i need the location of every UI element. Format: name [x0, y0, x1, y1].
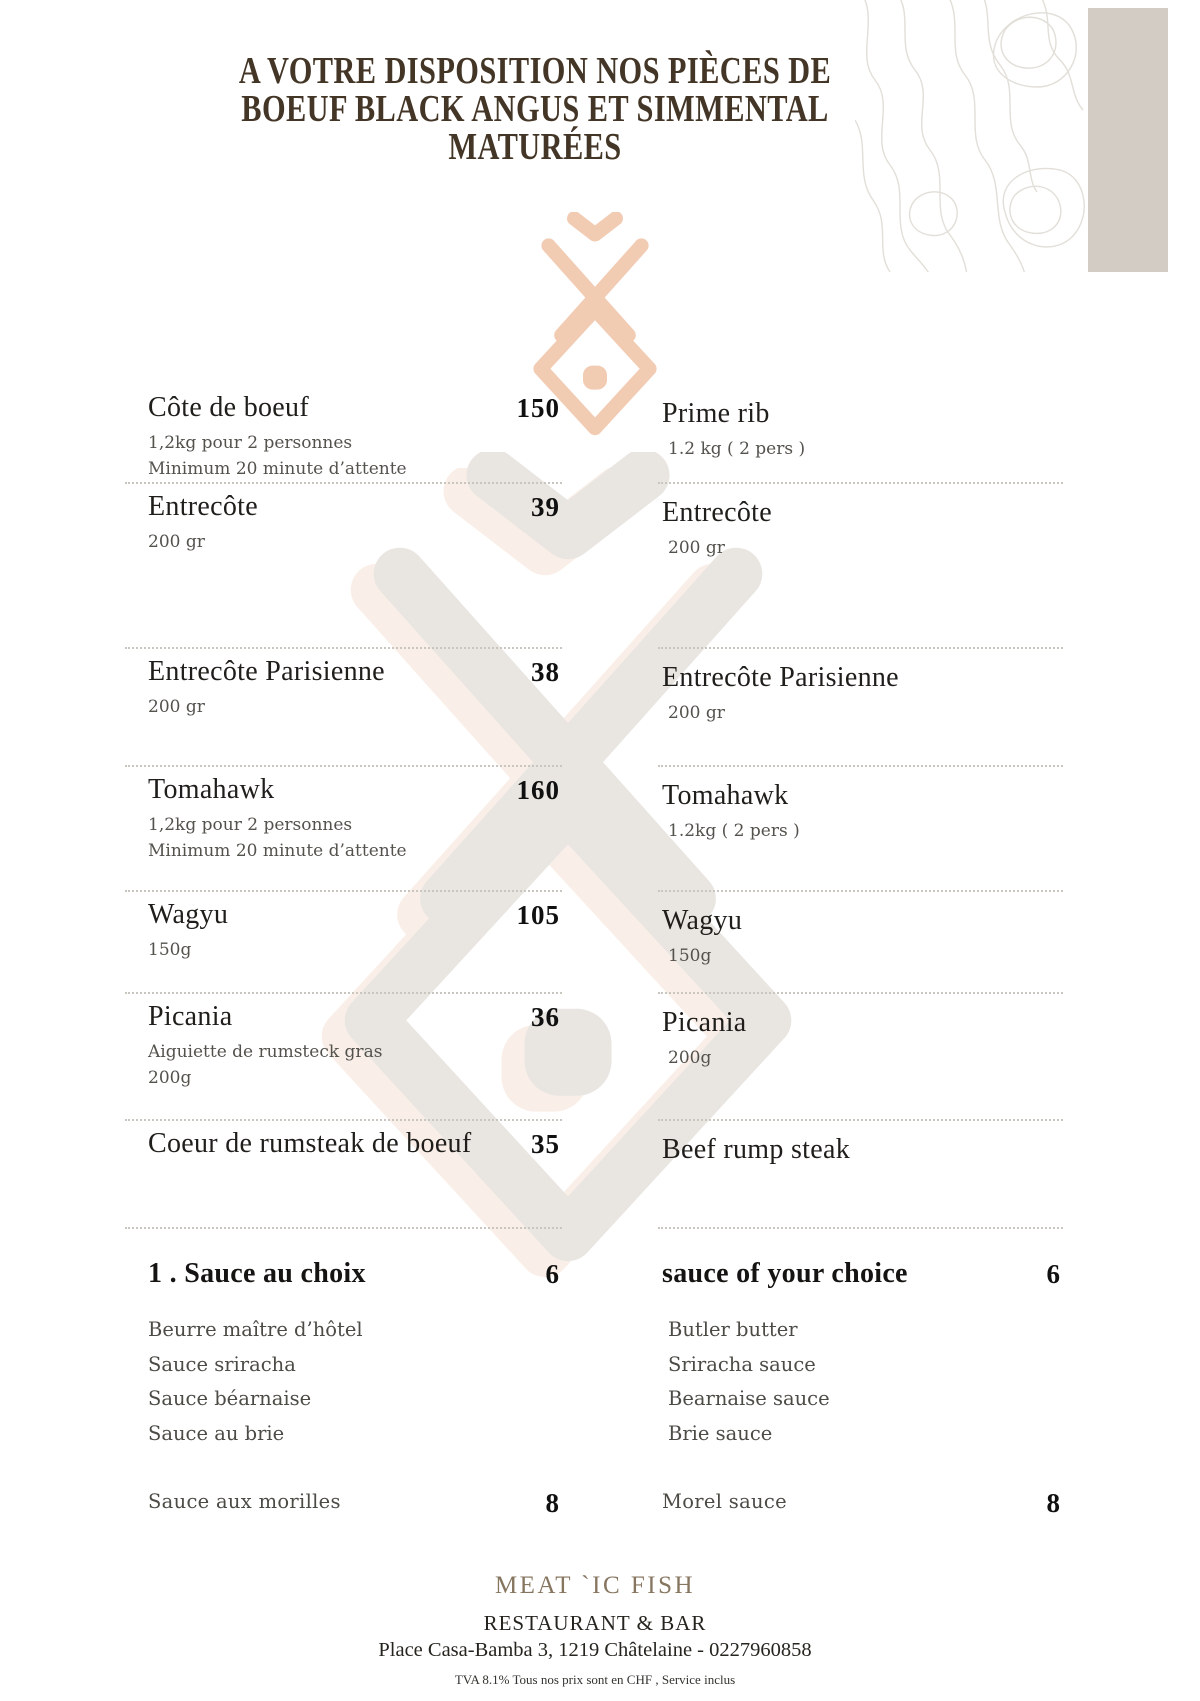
menu-cell-right [658, 1121, 1063, 1229]
menu-item-price: 6 [1046, 1259, 1061, 1289]
column-gap [562, 1466, 658, 1536]
sauce-options-list [662, 1313, 1063, 1451]
sauce-option: Sauce béarnaise [148, 1387, 312, 1410]
menu-cell-left [125, 994, 562, 1121]
menu-item-description [662, 536, 1063, 562]
menu-row [125, 994, 1063, 1121]
column-gap [562, 484, 658, 649]
menu-cell-right [658, 767, 1063, 892]
sauce-option: Butler butter [668, 1318, 798, 1341]
menu-item-name: Côte de boeuf [148, 392, 309, 423]
menu-item-description-line: 1.2kg ( 2 pers ) [668, 821, 800, 841]
menu-cell-left [125, 1121, 562, 1229]
column-gap [562, 892, 658, 994]
menu-item-price: 8 [1046, 1488, 1061, 1518]
page-title-line: MATURÉES [448, 126, 622, 168]
menu-item-name: Tomahawk [148, 774, 275, 805]
menu-item-line [148, 393, 562, 423]
beige-accent-band [1088, 8, 1168, 272]
menu-item-line [148, 775, 562, 805]
menu-cell-left [125, 767, 562, 892]
menu-row [125, 1229, 1063, 1466]
menu-row [125, 1466, 1063, 1536]
menu-item-line [148, 657, 562, 687]
menu-item-line [148, 1002, 562, 1032]
page-title [107, 52, 963, 166]
menu-item-description-line: 200 gr [148, 532, 205, 552]
menu-item-description [148, 530, 562, 556]
menu-item-price: 6 [545, 1259, 560, 1289]
menu-item-name: Morel sauce [662, 1490, 787, 1513]
menu-item-price: 105 [516, 900, 560, 930]
menu-item-price: 150 [516, 393, 560, 423]
menu-item-description-line: Aiguiette de rumsteck gras [148, 1042, 383, 1062]
menu-item-price: 36 [531, 1002, 560, 1032]
menu-item-line [148, 1259, 562, 1289]
menu-item-name: Tomahawk [662, 780, 789, 811]
menu-item-description-line: Minimum 20 minute d’attente [148, 840, 407, 861]
menu-cell-left [125, 1229, 562, 1466]
menu-item-description [662, 819, 1063, 845]
menu-item-line [662, 399, 1063, 429]
menu-item-description-line: 150g [148, 940, 192, 960]
menu-item-line [148, 1129, 562, 1159]
menu-item-description [662, 1046, 1063, 1072]
menu-item-description [662, 701, 1063, 727]
menu-item-line [662, 1135, 1063, 1165]
menu-item-name: Wagyu [662, 905, 743, 936]
menu-item-description-line: 1,2kg pour 2 personnes [148, 815, 353, 835]
menu-item-description [148, 431, 562, 482]
menu-item-description-line: 1.2 kg ( 2 pers ) [668, 439, 806, 459]
restaurant-subtitle: RESTAURANT & BAR [483, 1611, 707, 1635]
column-gap [562, 1121, 658, 1229]
sauce-option: Sriracha sauce [668, 1352, 816, 1376]
menu-rows [125, 385, 1063, 1536]
menu-item-description [148, 938, 562, 964]
sauce-options-list [148, 1313, 562, 1451]
column-gap [562, 767, 658, 892]
menu-cell-right [658, 484, 1063, 649]
menu-item-line [148, 900, 562, 930]
menu-item-description [148, 813, 562, 864]
menu-cell-right [658, 1229, 1063, 1466]
menu-cell-left [125, 649, 562, 767]
column-gap [562, 649, 658, 767]
sauce-option: Brie sauce [668, 1421, 773, 1445]
menu-item-name: Beef rump steak [662, 1134, 850, 1165]
menu-item-name: sauce of your choice [662, 1258, 908, 1289]
menu-cell-right [658, 892, 1063, 994]
menu-row [125, 385, 1063, 484]
menu-item-price: 160 [516, 775, 560, 805]
menu-item-description-line: 150g [668, 946, 712, 966]
menu-item-line [662, 663, 1063, 693]
menu-item-description-line: 200 gr [668, 538, 725, 558]
menu-item-price: 8 [545, 1488, 560, 1518]
menu-item-description-line: 1,2kg pour 2 personnes [148, 433, 353, 453]
menu-item-description [148, 1040, 562, 1091]
menu-cell-left [125, 1466, 562, 1536]
menu-item-line [662, 906, 1063, 936]
menu-item-description-line: Minimum 20 minute d’attente [148, 458, 407, 479]
menu-item-description-line: 200 gr [668, 703, 725, 723]
menu-item-line [148, 1488, 562, 1518]
menu-cell-right [658, 1466, 1063, 1536]
tax-note: TVA 8.1% Tous nos prix sont en CHF , Service inclus [454, 1672, 736, 1687]
footer [0, 1572, 1190, 1688]
menu-item-name: Entrecôte [148, 491, 258, 522]
sauce-option: Sauce sriracha [148, 1352, 296, 1376]
menu-item-line [148, 492, 562, 522]
menu-item-name: Entrecôte [662, 497, 772, 528]
menu-item-name: Picania [662, 1007, 747, 1038]
menu-row [125, 1121, 1063, 1229]
sauce-option: Beurre maître d’hôtel [148, 1318, 363, 1341]
menu-cell-left [125, 385, 562, 484]
menu-item-description [662, 437, 1063, 463]
column-gap [562, 994, 658, 1121]
menu-item-price: 39 [531, 492, 560, 522]
menu-item-description-line: 200 gr [148, 697, 205, 717]
menu-item-line [662, 498, 1063, 528]
column-gap [562, 385, 658, 484]
menu-cell-right [658, 649, 1063, 767]
sauce-option: Bearnaise sauce [668, 1387, 830, 1410]
menu-row [125, 649, 1063, 767]
menu-row [125, 484, 1063, 649]
column-gap [562, 1229, 658, 1466]
menu-item-line [662, 1259, 1063, 1289]
menu-item-description-line: 200g [148, 1067, 192, 1088]
menu-row [125, 892, 1063, 994]
menu-item-name: Wagyu [148, 899, 229, 930]
menu-item-price: 38 [531, 657, 560, 687]
menu-cell-left [125, 484, 562, 649]
menu-item-name: 1 . Sauce au choix [148, 1258, 366, 1289]
menu-item-name: Entrecôte Parisienne [662, 662, 899, 693]
menu-item-price: 35 [531, 1129, 560, 1159]
menu-item-name: Prime rib [662, 398, 770, 429]
menu-item-description [662, 944, 1063, 970]
menu-item-name: Picania [148, 1001, 233, 1032]
page-title-line: BOEUF BLACK ANGUS ET SIMMENTAL [241, 88, 829, 130]
menu-row [125, 767, 1063, 892]
menu-item-name: Sauce aux morilles [148, 1490, 341, 1513]
restaurant-name: MEAT `IC FISH [494, 1572, 696, 1599]
menu-cell-left [125, 892, 562, 994]
menu-item-line [662, 1008, 1063, 1038]
menu-cell-right [658, 385, 1063, 484]
restaurant-address: Place Casa-Bamba 3, 1219 Châtelaine - 0227960858 [378, 1639, 812, 1661]
menu-item-line [662, 1488, 1063, 1518]
page-title-line: A VOTRE DISPOSITION NOS PIÈCES DE [238, 50, 832, 92]
menu-cell-right [658, 994, 1063, 1121]
menu-item-description-line: 200g [668, 1048, 712, 1068]
menu-item-name: Coeur de rumsteak de boeuf [148, 1128, 472, 1159]
menu-item-description [148, 695, 562, 721]
sauce-option: Sauce au brie [148, 1421, 285, 1445]
menu-item-line [662, 781, 1063, 811]
menu-item-name: Entrecôte Parisienne [148, 656, 385, 687]
